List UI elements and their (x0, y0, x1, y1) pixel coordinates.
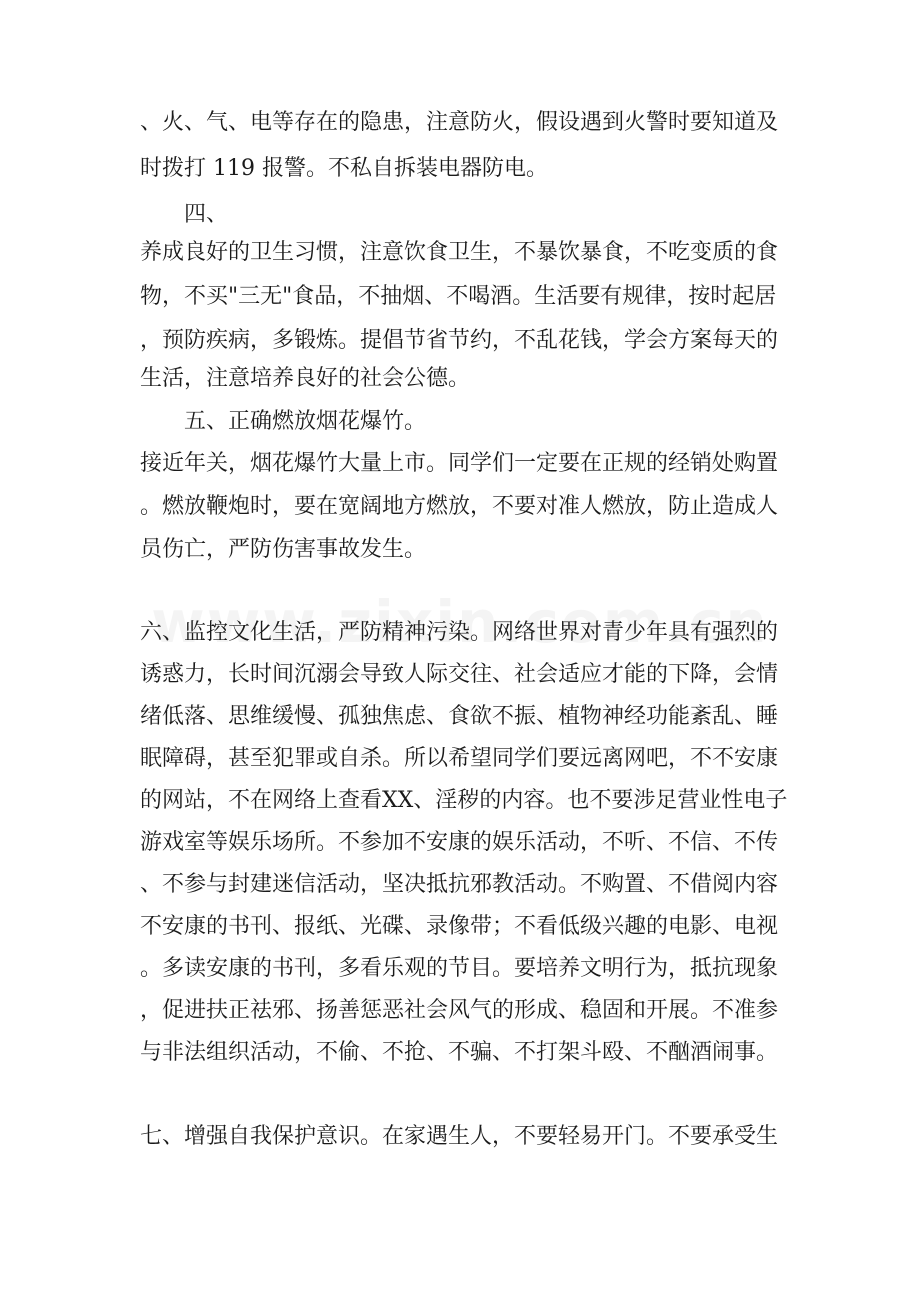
section-heading: 五、正确燃放烟花爆竹。 (184, 409, 427, 434)
text-line: 诱惑力，长时间沉溺会导致人际交往、社会适应才能的下降，会情 (140, 662, 779, 687)
section-heading: 四、 (184, 202, 229, 227)
text-line: 游戏室等娱乐场所。不参加不安康的娱乐活动，不听、不信、不传 (140, 830, 779, 855)
text-line: 员伤亡，严防伤害事故发生。 (140, 537, 427, 562)
text-line: 生活，注意培养良好的社会公德。 (140, 366, 471, 391)
text-line: 物，不买"三无"食品，不抽烟、不喝酒。生活要有规律，按时起居 (140, 284, 777, 309)
text-line: 、不参与封建迷信活动，坚决抵抗邪教活动。不购置、不借阅内容 (140, 872, 779, 897)
text-line: 接近年关，烟花爆竹大量上市。同学们一定要在正规的经销处购置 (140, 451, 779, 476)
text-line: 绪低落、思维缓慢、孤独焦虑、食欲不振、植物神经功能紊乱、睡 (140, 704, 779, 729)
text-line: 。燃放鞭炮时，要在宽阔地方燃放，不要对准人燃放，防止造成人 (140, 494, 779, 519)
text-line: 、火、气、电等存在的隐患，注意防火，假设遇到火警时要知道及 (140, 110, 779, 135)
text-line: 。多读安康的书刊，多看乐观的节目。要培养文明行为，抵抗现象 (140, 956, 779, 981)
text-line: 时拨打 119 报警。不私自拆装电器防电。 (140, 156, 548, 181)
text-line: ，促进扶正祛邪、扬善惩恶社会风气的形成、稳固和开展。不准参 (140, 998, 779, 1023)
text-line: 眠障碍，甚至犯罪或自杀。所以希望同学们要远离网吧，不不安康 (140, 746, 779, 771)
text-line: 的网站，不在网络上查看XX、淫秽的内容。也不要涉足营业性电子 (140, 788, 788, 813)
text-line: 不安康的书刊、报纸、光碟、录像带；不看低级兴趣的电影、电视 (140, 914, 779, 939)
section-heading: 六、监控文化生活，严防精神污染。网络世界对青少年具有强烈的 (140, 620, 779, 645)
section-heading: 七、增强自我保护意识。在家遇生人，不要轻易开门。不要承受生 (140, 1124, 779, 1149)
text-line: ，预防疾病，多锻炼。提倡节省节约，不乱花钱，学会方案每天的 (140, 328, 779, 353)
text-line: 与非法组织活动，不偷、不抢、不骗、不打架斗殴、不酗酒闹事。 (140, 1040, 779, 1065)
text-line: 养成良好的卫生习惯，注意饮食卫生，不暴饮暴食，不吃变质的食 (140, 240, 779, 265)
